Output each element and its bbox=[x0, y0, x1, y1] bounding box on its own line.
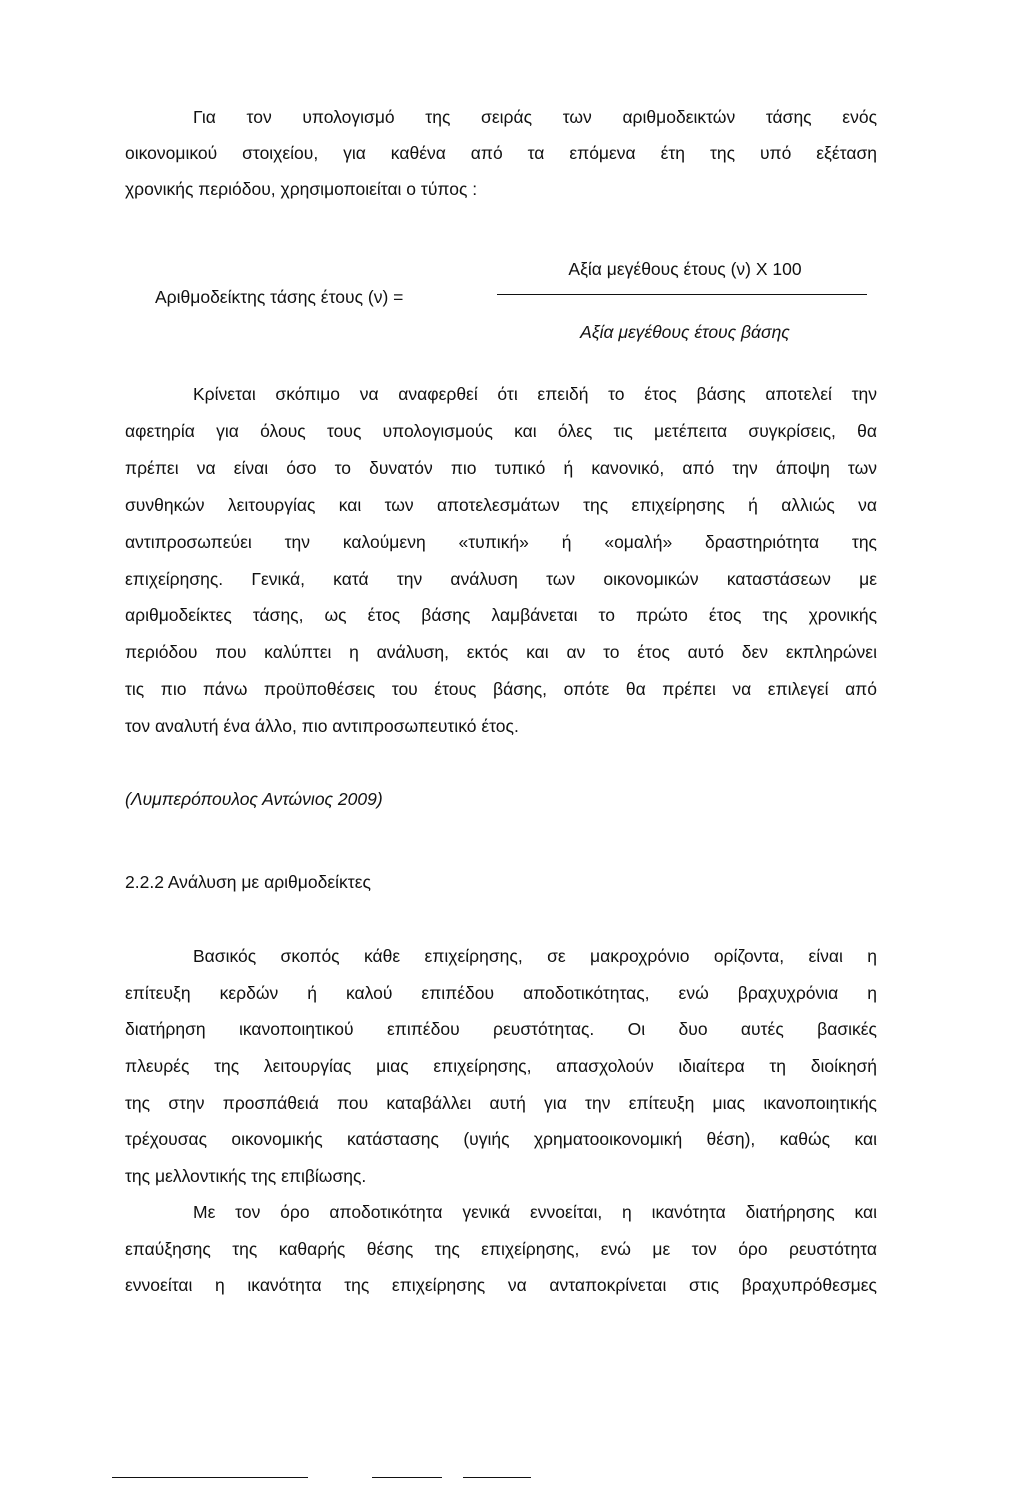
paragraph-line: συνθηκών λειτουργίας και των αποτελεσμάτων της επιχείρησης ή αλλιώς να bbox=[125, 495, 877, 515]
paragraph-line: πρέπει να είναι όσο το δυνατόν πιο τυπικό ή κανονικό, από την άποψη των bbox=[125, 458, 877, 478]
paragraph-line: Κρίνεται σκόπιμο να αναφερθεί ότι επειδή το έτος βάσης αποτελεί την bbox=[193, 384, 877, 404]
document-page bbox=[125, 0, 877, 1487]
paragraph-line: Βασικός σκοπός κάθε επιχείρησης, σε μακροχρόνιο ορίζοντα, είναι η bbox=[193, 946, 877, 966]
formula-numerator: Αξία μεγέθους έτους (ν) Χ 100 bbox=[568, 259, 802, 279]
footer-rule bbox=[463, 1477, 531, 1478]
paragraph-line: Με τον όρο αποδοτικότητα γενικά εννοείται, η ικανότητα διατήρησης και bbox=[193, 1202, 877, 1222]
paragraph-line: επιχείρησης. Γενικά, κατά την ανάλυση των οικονομικών καταστάσεων με bbox=[125, 569, 877, 589]
footer-rule bbox=[372, 1477, 442, 1478]
paragraph-line: διατήρηση ικανοποιητικού επιπέδου ρευστότητας. Οι δυο αυτές βασικές bbox=[125, 1019, 877, 1039]
section-heading: 2.2.2 Ανάλυση με αριθμοδείκτες bbox=[125, 872, 371, 892]
paragraph-line: αφετηρία για όλους τους υπολογισμούς και όλες τις μετέπειτα συγκρίσεις, θα bbox=[125, 421, 877, 441]
paragraph-line: της στην προσπάθειά που καταβάλλει αυτή για την επίτευξη μιας ικανοποιητικής bbox=[125, 1093, 877, 1113]
paragraph-line: επίτευξη κερδών ή καλού επιπέδου αποδοτικότητας, ενώ βραχυχρόνια η bbox=[125, 983, 877, 1003]
paragraph-line: τον αναλυτή ένα άλλο, πιο αντιπροσωπευτικό έτος. bbox=[125, 716, 519, 736]
intro-line: χρονικής περιόδου, χρησιμοποιείται ο τύπος : bbox=[125, 179, 478, 199]
paragraph-line: τρέχουσας οικονομικής κατάστασης (υγιής χρηματοοικονομική θέση), καθώς και bbox=[125, 1129, 877, 1149]
paragraph-line: εννοείται η ικανότητα της επιχείρησης να ανταποκρίνεται στις βραχυπρόθεσμες bbox=[125, 1275, 877, 1295]
paragraph-line: επαύξησης της καθαρής θέσης της επιχείρησης, ενώ με τον όρο ρευστότητα bbox=[125, 1239, 877, 1259]
intro-line: Για τον υπολογισμό της σειράς των αριθμοδεικτών τάσης ενός bbox=[193, 107, 877, 127]
intro-line: οικονομικού στοιχείου, για καθένα από τα επόμενα έτη της υπό εξέταση bbox=[125, 143, 877, 163]
footer-rule bbox=[112, 1477, 308, 1478]
paragraph-line: αντιπροσωπεύει την καλούμενη «τυπική» ή «ομαλή» δραστηριότητα της bbox=[125, 532, 877, 552]
paragraph-line: αριθμοδείκτες τάσης, ως έτος βάσης λαμβάνεται το πρώτο έτος της χρονικής bbox=[125, 605, 877, 625]
paragraph-line: πλευρές της λειτουργίας μιας επιχείρησης, απασχολούν ιδιαίτερα τη διοίκησή bbox=[125, 1056, 877, 1076]
paragraph-line: περιόδου που καλύπτει η ανάλυση, εκτός και αν το έτος αυτό δεν εκπληρώνει bbox=[125, 642, 877, 662]
paragraph-line: της μελλοντικής της επιβίωσης. bbox=[125, 1166, 367, 1186]
formula-label: Αριθμοδείκτης τάσης έτους (ν) = bbox=[155, 287, 404, 307]
formula-denominator: Αξία μεγέθους έτους βάσης bbox=[580, 322, 790, 342]
paragraph-line: τις πιο πάνω προϋποθέσεις του έτους βάσης, οπότε θα πρέπει να επιλεγεί από bbox=[125, 679, 877, 699]
citation: (Λυμπερόπουλος Αντώνιος 2009) bbox=[125, 789, 383, 809]
fraction-bar bbox=[497, 294, 867, 295]
